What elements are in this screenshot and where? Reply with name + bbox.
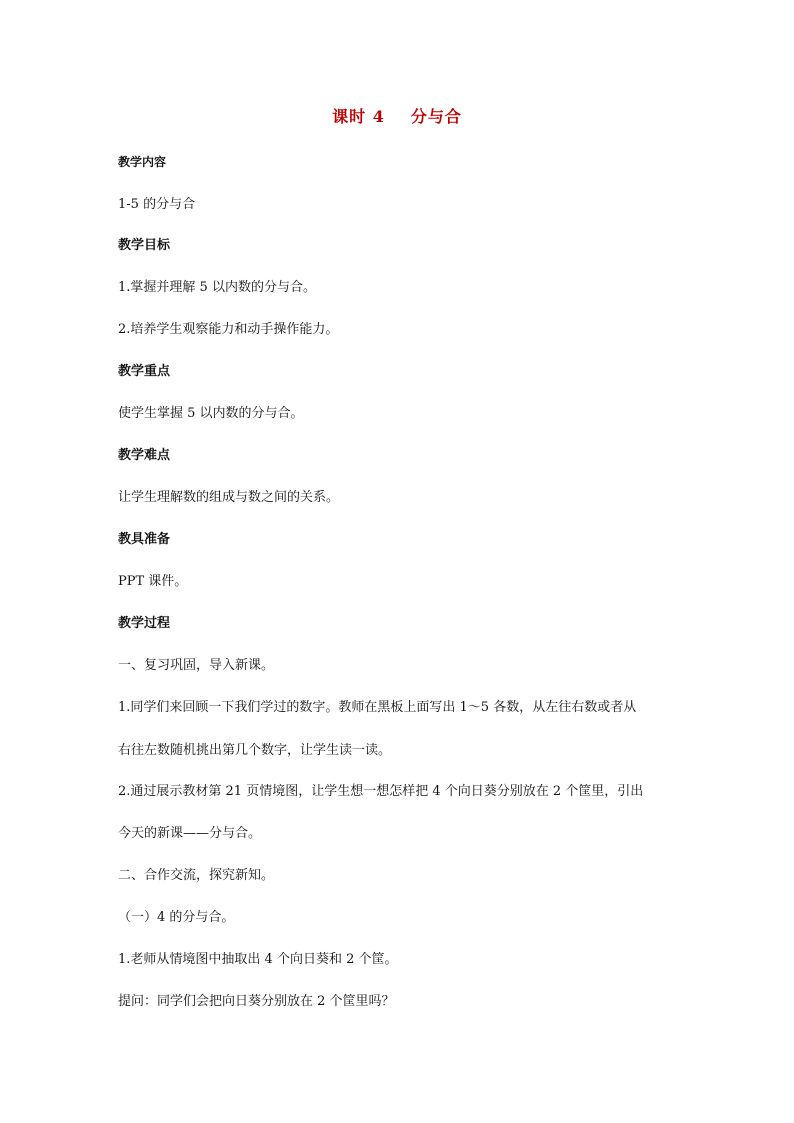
process-item-2-line-1: 2.通过展示教材第 21 页情境图，让学生想一想怎样把 4 个向日葵分别放在 2 个筐里，引出	[118, 784, 644, 799]
process-item-1-line-2: 右往左数随机挑出第几个数字，让学生读一读。	[118, 743, 392, 758]
goal-2: 2.培养学生观察能力和动手操作能力。	[118, 322, 339, 337]
difficulty-text: 让学生理解数的组成与数之间的关系。	[118, 490, 340, 505]
lesson-name: 分与合	[410, 107, 462, 126]
process-item-1-line-1: 1.同学们来回顾一下我们学过的数字。教师在黑板上面写出 1～5 各数，从左往右数或者从	[118, 700, 637, 715]
key-text: 使学生掌握 5 以内数的分与合。	[118, 406, 304, 421]
lesson-number: 课时 4	[332, 107, 385, 126]
process-part-1: 一、复习巩固，导入新课。	[118, 658, 275, 673]
process-question: 提问：同学们会把向日葵分别放在 2 个筐里吗？	[118, 994, 395, 1009]
tools-heading: 教具准备	[118, 532, 171, 547]
key-heading: 教学重点	[118, 364, 171, 379]
process-item-2-line-2: 今天的新课——分与合。	[118, 826, 262, 841]
content-text: 1-5 的分与合	[118, 197, 196, 212]
process-part-2: 二、合作交流，探究新知。	[118, 868, 275, 883]
process-step-1: 1.老师从情境图中抽取出 4 个向日葵和 2 个筐。	[118, 952, 398, 967]
lesson-title	[0, 104, 794, 127]
goals-heading: 教学目标	[118, 238, 171, 253]
tools-text: PPT 课件。	[118, 574, 188, 589]
difficulty-heading: 教学难点	[118, 448, 171, 463]
process-heading: 教学过程	[118, 616, 171, 631]
goal-1: 1.掌握并理解 5 以内数的分与合。	[118, 280, 316, 295]
process-sub-1: （一）4 的分与合。	[118, 910, 235, 925]
content-heading: 教学内容	[118, 155, 167, 169]
